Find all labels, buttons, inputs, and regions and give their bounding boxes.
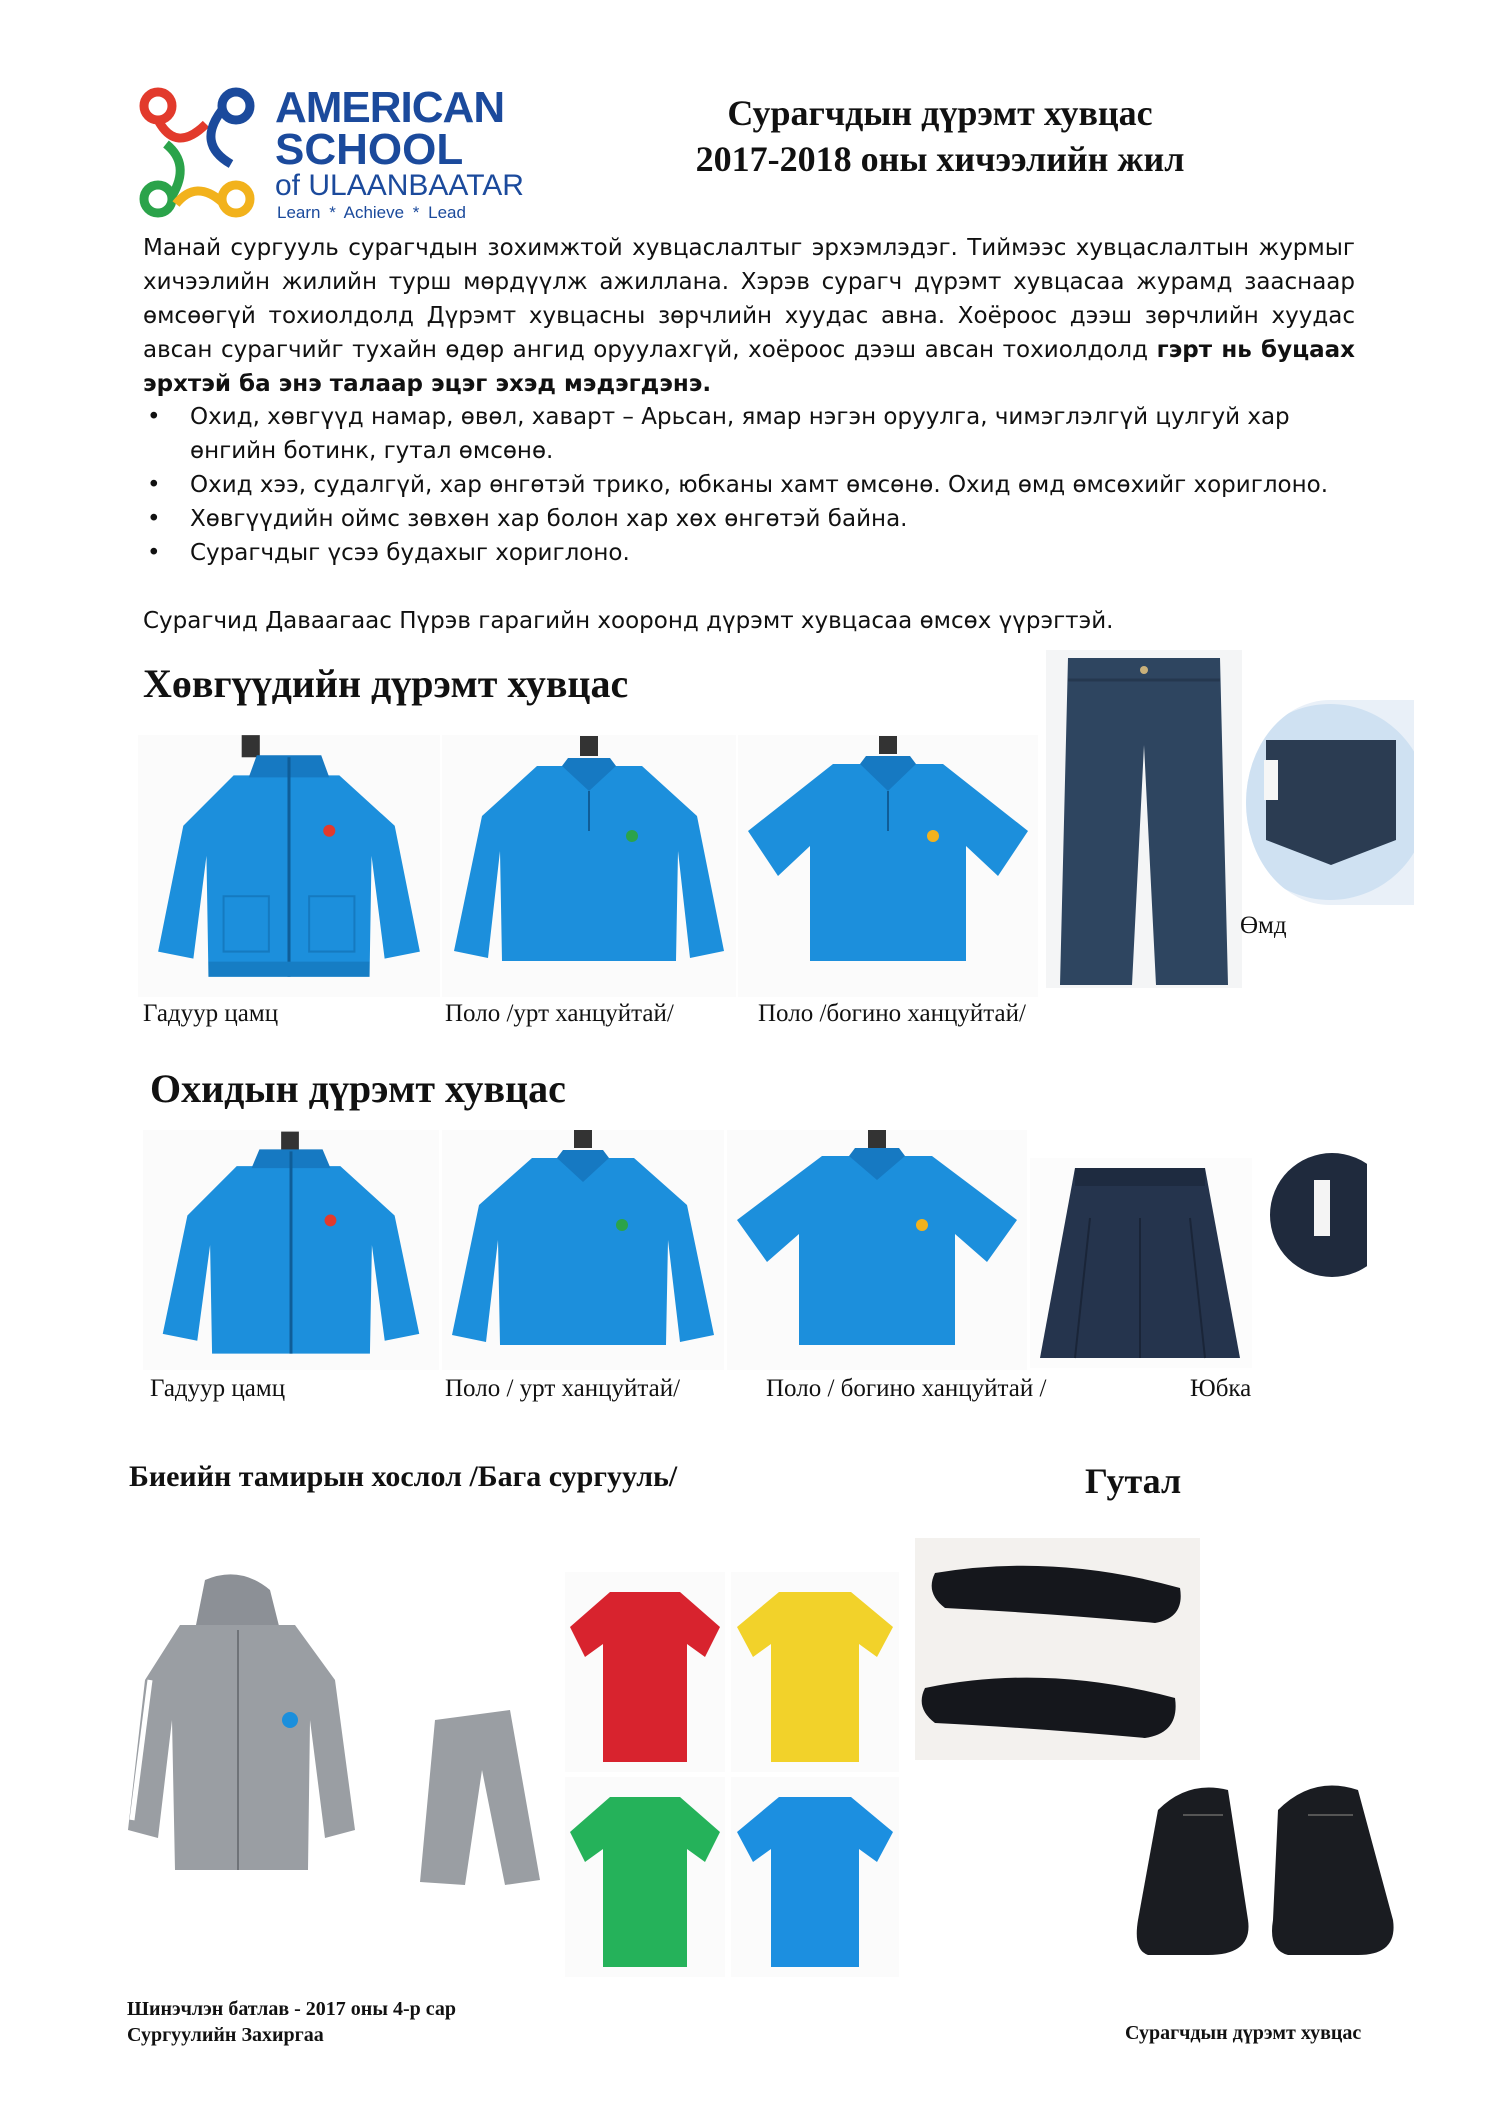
grey-tracksuit-icon — [120, 1570, 560, 1890]
long-sleeve-polo-icon — [442, 735, 736, 997]
logo-line-american: AMERICAN — [275, 83, 505, 132]
page-title-line1: Сурагчдын дүрэмт хувцас — [727, 93, 1153, 133]
girls-uniform-heading: Охидын дүрэмт хувцас — [150, 1066, 566, 1111]
boys-caption-jacket: Гадуур цамц — [143, 1000, 279, 1027]
boys-oxford-shoes-photo — [1128, 1770, 1408, 1970]
black-oxford-shoes-icon — [1128, 1770, 1408, 1970]
pe-tee-green-photo — [565, 1777, 725, 1977]
girls-caption-jacket: Гадуур цамц — [150, 1375, 286, 1402]
girls-skirt-photo — [1030, 1158, 1252, 1368]
girls-caption-skirt: Юбка — [1190, 1375, 1252, 1402]
boys-caption-pants: Өмд — [1240, 912, 1287, 939]
yellow-tshirt-icon — [731, 1572, 899, 1772]
rules-list — [143, 400, 1355, 570]
long-sleeve-polo-icon — [442, 1130, 724, 1370]
rule-item: • Хөвгүүдийн оймс зөвхөн хар болон хар хөх өнгөтэй байна. — [143, 502, 1355, 536]
rule-item: • Охид, хөвгүүд намар, өвөл, хаварт – Арьсан, ямар нэгэн оруулга, чимэглэлгүй цулгуй хар өнгийн ботинк, гутал өмсөнө. — [143, 400, 1355, 468]
logo-tagline: Learn * Achieve * Lead — [277, 203, 466, 222]
girls-polo-long-photo — [442, 1130, 724, 1370]
zip-jacket-icon — [143, 1130, 439, 1370]
pe-tee-yellow-photo — [731, 1572, 899, 1772]
short-sleeve-polo-icon — [727, 1130, 1027, 1370]
boys-pants-pocket-photo — [1246, 700, 1414, 905]
boys-caption-polo-short: Поло /богино ханцуйтай/ — [758, 1000, 1026, 1027]
intro-bold-text: гэрт нь буцаах эрхтэй ба энэ талаар эцэг эхэд мэдэгдэнэ. — [143, 337, 1355, 397]
girls-skirt-label-photo — [1252, 1150, 1367, 1280]
navy-pants-icon — [1046, 650, 1242, 988]
intro-text: Манай сургууль сурагчдын зохимжтой хувцаслалтыг эрхэмлэдэг. Тиймээс хувцаслалтын журмыг хичээлийн жилийн турш мөрдүүлж ажиллана. Хэрэв сурагч дүрэмт хувцасаа журамд зааснаар өмсөөгүй тохиолдолд Дүрэмт хувцасны зөрчлийн хуудас авна. Хоёроос дээш зөрчлийн хуудас авсан сурагчийг тухайн өдөр ангид оруулахгүй, хоёроос дээш авсан тохиолдолд — [143, 235, 1355, 363]
school-logo-mark-icon — [136, 84, 266, 224]
short-sleeve-polo-icon — [738, 735, 1038, 997]
page-title-line2: 2017-2018 оны хичээлийн жил — [695, 139, 1185, 179]
girls-flat-shoes-photo — [915, 1538, 1200, 1760]
boys-uniform-heading: Хөвгүүдийн дүрэмт хувцас — [143, 661, 629, 706]
shoes-heading: Гутал — [1085, 1461, 1182, 1501]
girls-caption-polo-long: Поло / урт ханцуйтай/ — [445, 1375, 681, 1402]
black-flat-shoes-icon — [915, 1538, 1200, 1760]
rule-item: • Охид хээ, судалгүй, хар өнгөтэй трико, юбканы хамт өмсөнө. Охид өмд өмсөхийг хориглоно. — [143, 468, 1355, 502]
rule-item: • Сурагчдыг үсээ будахыг хориглоно. — [143, 536, 1355, 570]
boys-polo-short-photo — [738, 735, 1038, 997]
girls-jacket-photo — [143, 1130, 439, 1370]
girls-polo-short-photo — [727, 1130, 1027, 1370]
red-tshirt-icon — [565, 1572, 725, 1772]
footer-administration: Сургуулийн Захиргаа — [127, 2024, 324, 2046]
boys-caption-polo-long: Поло /урт ханцуйтай/ — [445, 1000, 674, 1027]
logo-line-school: SCHOOL — [275, 125, 464, 174]
pe-tee-blue-photo — [731, 1777, 899, 1977]
pleated-skirt-icon — [1030, 1158, 1252, 1368]
closing-sentence: Сурагчид Даваагаас Пүрэв гарагийн хооронд дүрэмт хувцасаа өмсөх үүрэгтэй. — [143, 608, 1114, 634]
zip-jacket-icon — [138, 735, 440, 997]
pe-tee-red-photo — [565, 1572, 725, 1772]
page-title — [640, 90, 1240, 182]
footer-approval-date: Шинэчлэн батлав - 2017 оны 4-р сар — [127, 1998, 456, 2020]
green-tshirt-icon — [565, 1777, 725, 1977]
skirt-label-detail-icon — [1252, 1150, 1367, 1280]
intro-paragraph — [143, 231, 1355, 401]
blue-tshirt-icon — [731, 1777, 899, 1977]
boys-pants-photo — [1046, 650, 1242, 988]
boys-polo-long-photo — [442, 735, 736, 997]
pe-uniform-heading: Биеийн тамирын хослол /Бага сургууль/ — [129, 1460, 678, 1493]
pe-tracksuit-photo — [120, 1570, 560, 1890]
pocket-detail-icon — [1246, 700, 1414, 905]
footer-doc-name: Сурагчдын дүрэмт хувцас — [1125, 2022, 1362, 2044]
footer-approval — [127, 1996, 456, 2048]
logo-line-city: of ULAANBAATAR — [275, 169, 524, 202]
boys-jacket-photo — [138, 735, 440, 997]
girls-caption-polo-short: Поло / богино ханцуйтай / — [766, 1375, 1047, 1402]
